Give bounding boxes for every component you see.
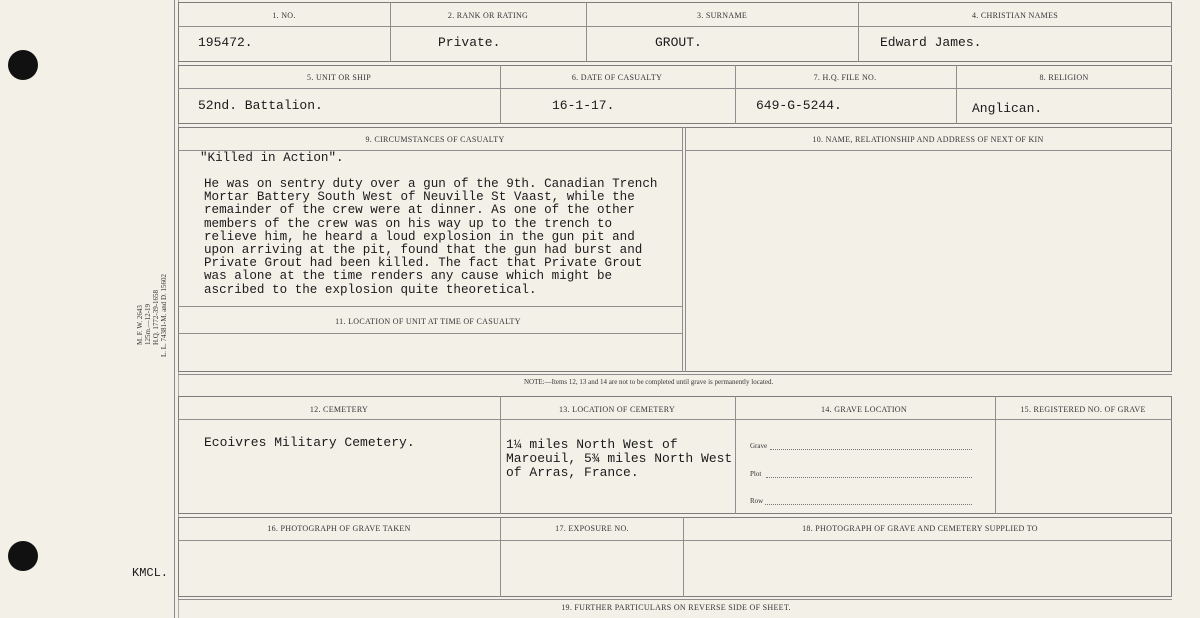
- grave-field-line: [770, 449, 972, 450]
- side-print-3: H.Q. 1772-39-1658: [152, 289, 160, 345]
- header-christian-names: 4. CHRISTIAN NAMES: [971, 11, 1059, 20]
- value-cemetery: Ecoivres Military Cemetery.: [204, 435, 415, 450]
- header-religion: 8. RELIGION: [1039, 73, 1089, 82]
- value-no: 195472.: [198, 35, 253, 50]
- header-further-particulars: 19. FURTHER PARTICULARS ON REVERSE SIDE OF SHEET.: [561, 603, 791, 612]
- narrative-line: was alone at the time renders any cause which might be: [204, 269, 613, 284]
- narrative-line: Mortar Battery South West of Neuville St Vaast, while the: [204, 190, 635, 205]
- narrative-line: remainder of the crew were at dinner. As one of the other: [204, 203, 635, 218]
- value-surname: GROUT.: [655, 35, 702, 50]
- side-print-2: 125m.—12-19: [144, 303, 152, 345]
- note-items-12-14: NOTE:—Items 12, 13 and 14 are not to be completed until grave is permanently located.: [524, 378, 774, 386]
- header-cemetery: 12. CEMETERY: [309, 405, 369, 414]
- header-location-cemetery: 13. LOCATION OF CEMETERY: [558, 405, 676, 414]
- narrative-line: Private Grout had been killed. The fact that Private Grout: [204, 256, 643, 271]
- margin-line: [174, 0, 175, 618]
- header-grave-location: 14. GRAVE LOCATION: [821, 405, 907, 414]
- cemetery-location-line-2: Maroeuil, 5¾ miles North West: [506, 451, 733, 466]
- narrative-line: upon arriving at the pit, found that the gun had burst and: [204, 243, 643, 258]
- side-print-1: M. F. W. 2643: [136, 305, 144, 345]
- header-circumstances: 9. CIRCUMSTANCES OF CASUALTY: [365, 135, 505, 144]
- header-registered-no: 15. REGISTERED NO. OF GRAVE: [1020, 405, 1146, 414]
- killed-in-action: "Killed in Action".: [200, 151, 344, 165]
- header-photo-supplied: 18. PHOTOGRAPH OF GRAVE AND CEMETERY SUPPLIED TO: [802, 524, 1038, 533]
- grave-field-label: Grave: [750, 442, 768, 450]
- value-christian-names: Edward James.: [880, 35, 982, 50]
- narrative-line: He was on sentry duty over a gun of the 9th. Canadian Trench: [204, 177, 658, 191]
- value-rank: Private.: [438, 35, 501, 50]
- row-field-line: [765, 504, 972, 505]
- punch-hole-top: [8, 50, 38, 80]
- header-unit: 5. UNIT OR SHIP: [307, 73, 371, 82]
- value-unit: 52nd. Battalion.: [198, 98, 323, 113]
- narrative-line: members of the crew was on his way up to the trench to: [204, 216, 613, 231]
- value-hq-file: 649-G-5244.: [756, 98, 842, 113]
- header-next-of-kin: 10. NAME, RELATIONSHIP AND ADDRESS OF NEXT OF KIN: [812, 135, 1044, 144]
- header-location-unit: 11. LOCATION OF UNIT AT TIME OF CASUALTY: [335, 317, 521, 326]
- value-religion: Anglican.: [972, 101, 1043, 116]
- header-exposure: 17. EXPOSURE NO.: [555, 524, 629, 533]
- header-hq-file: 7. H.Q. FILE NO.: [813, 73, 877, 82]
- punch-hole-bottom: [8, 541, 38, 571]
- side-print-4: L. L. 74381-M. and D. 15602: [160, 273, 168, 357]
- narrative-line: relieve him, he heard a loud explosion in the gun pit and: [204, 229, 635, 244]
- circumstances-narrative: [204, 178, 684, 297]
- plot-field-line: [766, 477, 972, 478]
- header-photo-taken: 16. PHOTOGRAPH OF GRAVE TAKEN: [267, 524, 411, 533]
- clerk-initials: KMCL.: [132, 566, 169, 580]
- cemetery-location-line-3: of Arras, France.: [506, 465, 639, 480]
- cemetery-location-line-1: 1¼ miles North West of: [506, 437, 678, 452]
- value-date: 16-1-17.: [552, 98, 615, 113]
- row-field-label: Row: [750, 497, 764, 505]
- header-surname: 3. SURNAME: [696, 11, 748, 20]
- plot-field-label: Plot: [750, 470, 762, 478]
- header-rank: 2. RANK OR RATING: [447, 11, 529, 20]
- narrative-line: ascribed to the explosion quite theoretical.: [204, 282, 537, 297]
- header-date: 6. DATE OF CASUALTY: [571, 73, 663, 82]
- header-no: 1. NO.: [272, 11, 296, 20]
